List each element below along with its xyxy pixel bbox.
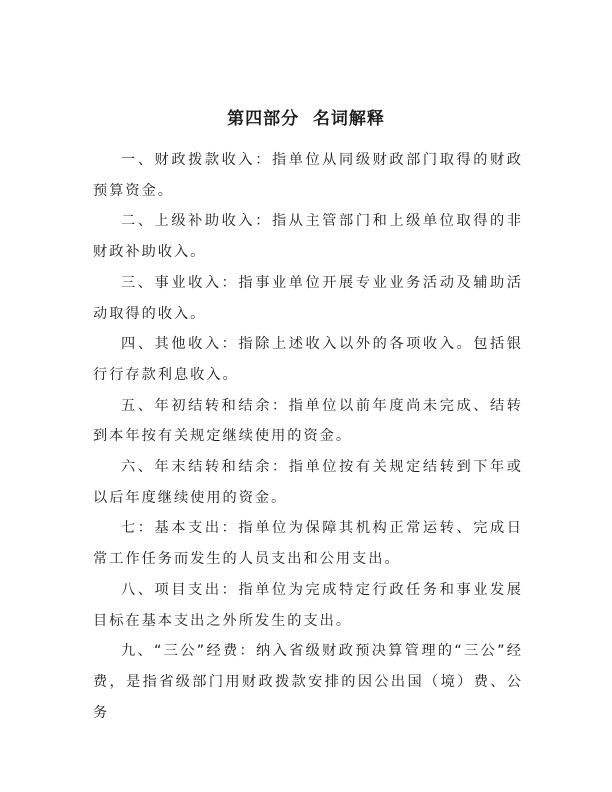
definition-paragraph-6: 六、年末结转和结余：指单位按有关规定结转到下年或以后年度继续使用的资金。: [93, 459, 523, 506]
definition-paragraph-7: 七：基本支出：指单位为保障其机构正常运转、完成日常工作任务而发生的人员支出和公用支出。: [93, 520, 523, 568]
definition-paragraph-9: 九、“三公”经费：纳入省级财政预决算管理的“三公”经费，是指省级部门用财政拨款安排的因公出国（境）费、公务: [93, 643, 523, 721]
definition-paragraph-1: 一、财政拨款收入：指单位从同级财政部门取得的财政预算资金。: [93, 152, 523, 199]
definition-paragraph-5: 五、年初结转和结余：指单位以前年度尚未完成、结转到本年按有关规定继续使用的资金。: [93, 397, 523, 445]
definition-paragraph-4: 四、其他收入：指除上述收入以外的各项收入。包括银行行存款利息收入。: [93, 336, 523, 383]
definition-paragraph-8: 八、项目支出：指单位为完成特定行政任务和事业发展目标在基本支出之外所发生的支出。: [93, 581, 523, 629]
page-title: 第四部分 名词解释: [227, 109, 385, 129]
definition-paragraph-3: 三、事业收入：指事业单位开展专业业务活动及辅助活动取得的收入。: [93, 274, 523, 322]
definitions-body: [93, 145, 523, 728]
definition-paragraph-2: 二、上级补助收入：指从主管部门和上级单位取得的非财政补助收入。: [93, 213, 523, 261]
